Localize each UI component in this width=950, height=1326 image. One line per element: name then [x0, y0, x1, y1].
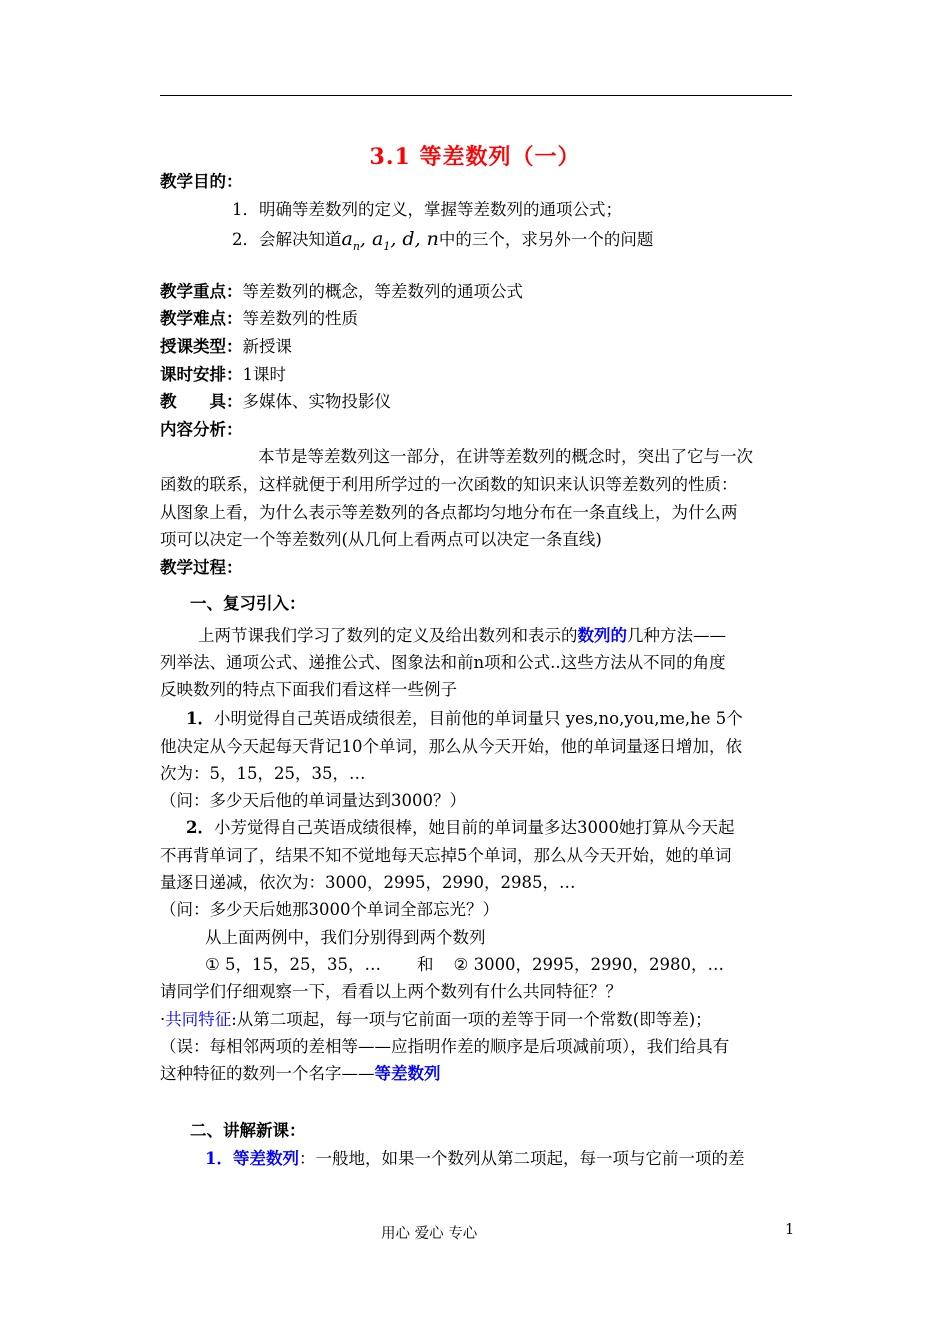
header-rule [160, 95, 792, 96]
intro-line-1-pre: 上两节课我们学习了数列的定义及给出数列和表示的 [198, 626, 578, 645]
objective-2 [232, 226, 653, 260]
sequence-and: 和 [417, 955, 434, 974]
definition-line [205, 1145, 744, 1172]
observe-line: 请同学们仔细观察一下，看看以上两个数列有什么共同特征？？ [160, 982, 622, 1001]
example-2-line-3: 量逐日递减，依次为：3000，2995，2990，2985，… [160, 873, 576, 892]
example-1-question: （问：多少天后他的单词量达到3000？） [160, 791, 466, 810]
example-2-number: 2． [186, 818, 214, 837]
objective-2-pre: 2．会解决知道 [232, 230, 342, 249]
definition-number: 1． [205, 1149, 233, 1168]
focus-label: 教学重点： [160, 282, 243, 301]
tools-text: 多媒体、实物投影仪 [242, 392, 391, 411]
example-1-number: 1． [186, 709, 214, 728]
common-feature-text: :从第二项起，每一项与它前面一项的差等于同一个常数(即等差)； [231, 1010, 712, 1029]
objective-2-post: 中的三个，求另外一个的问题 [438, 230, 654, 249]
intro-highlight: 数列的 [577, 626, 627, 645]
common-feature-line-1 [160, 1006, 712, 1033]
type-row [160, 333, 292, 360]
objectives-label: 教学目的： [160, 172, 243, 191]
sequence-2: ② 3000，2995，2990，2980，… [453, 955, 725, 974]
example-1-line-3: 次为：5，15，25，35，… [160, 764, 366, 783]
objective-2-formula: $a_n$, $a_1$, d, n [341, 228, 439, 253]
example-1-line-1 [186, 705, 743, 732]
page-number: 1 [785, 1222, 795, 1238]
type-text: 新授课 [242, 337, 292, 356]
analysis-line-2: 函数的联系，这样就便于利用所学过的一次函数的知识来认识等差数列的性质： [160, 475, 738, 494]
difficulty-label: 教学难点： [160, 309, 243, 328]
section-2-heading: 二、讲解新课： [190, 1121, 306, 1140]
common-feature-label: 共同特征 [165, 1010, 232, 1029]
process-label: 教学过程： [160, 558, 243, 577]
arithmetic-sequence-term: 等差数列 [374, 1064, 441, 1083]
sequences-line [205, 951, 724, 978]
common-feature-line-2: （误：每相邻两项的差相等——应指明作差的顺序是后项减前项），我们给具有 [160, 1037, 730, 1056]
difficulty-text: 等差数列的性质 [242, 309, 358, 328]
example-2-line-2: 不再背单词了，结果不知不觉地每天忘掉5个单词，那么从今天开始，她的单词 [160, 846, 732, 865]
hours-label: 课时安排： [160, 365, 243, 384]
document-title: 3.1 等差数列（一） [369, 144, 581, 170]
section-1-heading: 一、复习引入： [190, 594, 306, 613]
analysis-label: 内容分析： [160, 420, 243, 439]
example-2-text: 小芳觉得自己英语成绩很棒，她目前的单词量多达3000她打算从今天起 [213, 818, 735, 837]
example-1-line-2: 他决定从今天起每天背记10个单词，那么从今天开始，他的单词量逐日增加，依 [160, 737, 742, 756]
focus-row [160, 278, 523, 305]
analysis-line-3: 从图象上看，为什么表示等差数列的各点都均匀地分布在一条直线上，为什么两 [160, 503, 738, 522]
intro-line-1 [198, 622, 726, 649]
hours-row [160, 361, 286, 388]
footer-motto: 用心 爱心 专心 [381, 1226, 478, 1242]
analysis-line-4: 项可以决定一个等差数列(从几何上看两点可以决定一条直线) [160, 530, 602, 549]
hours-text: 1课时 [242, 365, 286, 384]
sequence-1: ① 5，15，25，35，… [205, 955, 382, 974]
definition-text: ：一般地，如果一个数列从第二项起，每一项与它前一项的差 [298, 1149, 745, 1168]
common-feature-line-3-pre: 这种特征的数列一个名字—— [160, 1064, 375, 1083]
tools-row [160, 388, 391, 415]
example-2-question: （问：多少天后她那3000个单词全部忘光？） [160, 900, 499, 919]
difficulty-row [160, 305, 358, 332]
objective-1: 1．明确等差数列的定义，掌握等差数列的通项公式； [232, 200, 622, 219]
example-1-text: 小明觉得自己英语成绩很差，目前他的单词量只 yes,no,you,me,he 5个 [213, 709, 743, 728]
intro-line-3: 反映数列的特点下面我们看这样一些例子 [160, 680, 457, 699]
intro-line-1-post: 几种方法—— [627, 626, 726, 645]
common-bullet: · [160, 1010, 166, 1029]
tools-label: 教 具： [160, 392, 243, 411]
example-2-line-1 [186, 814, 734, 841]
focus-text: 等差数列的概念，等差数列的通项公式 [242, 282, 523, 301]
analysis-line-1: 本节是等差数列这一部分，在讲等差数列的概念时，突出了它与一次 [258, 447, 753, 466]
type-label: 授课类型： [160, 337, 243, 356]
definition-term: 等差数列 [232, 1149, 299, 1168]
summary-line: 从上面两例中，我们分别得到两个数列 [205, 928, 486, 947]
common-feature-line-3 [160, 1060, 441, 1087]
intro-line-2: 列举法、通项公式、递推公式、图象法和前n项和公式..这些方法从不同的角度 [160, 653, 726, 672]
